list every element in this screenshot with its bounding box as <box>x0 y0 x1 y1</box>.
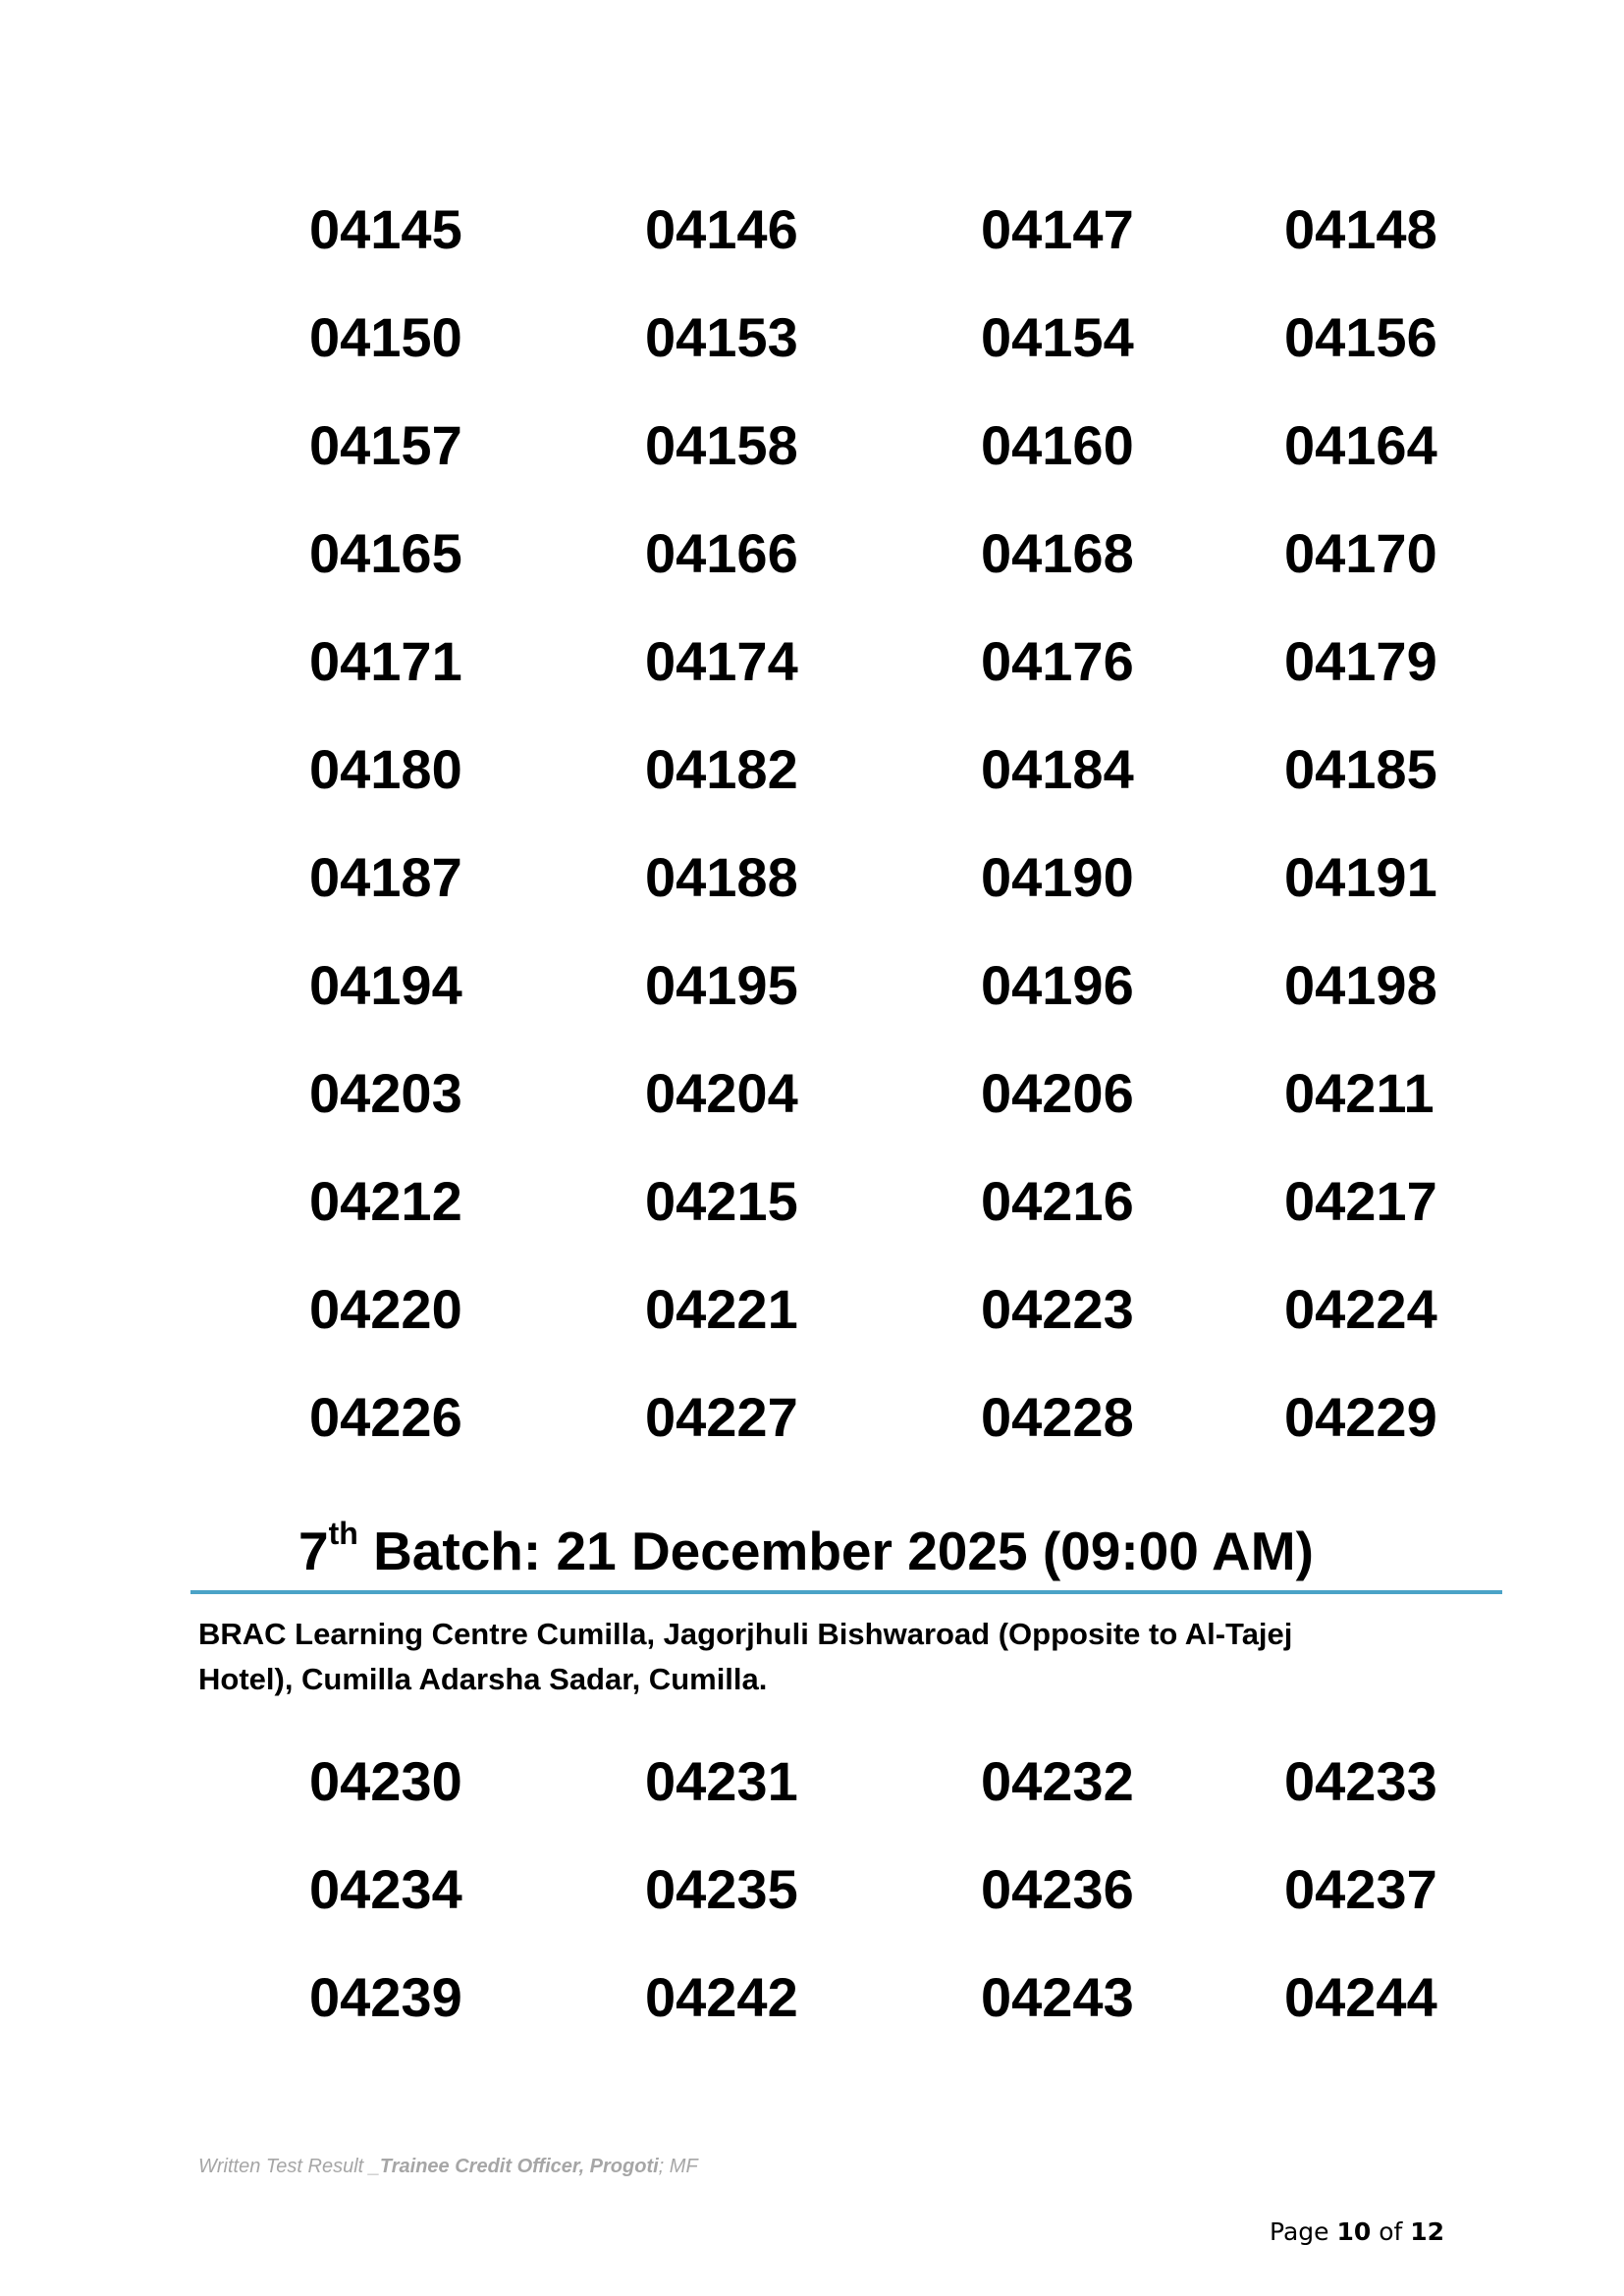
roll-number: 04212 <box>309 1170 462 1232</box>
number-row <box>0 1059 1624 1128</box>
roll-number: 04176 <box>981 630 1134 692</box>
footer-role: Trainee Credit Officer, Progoti <box>379 2156 659 2177</box>
roll-number: 04180 <box>309 738 462 800</box>
page-number <box>1270 2215 1444 2250</box>
batch-heading-text: Batch: 21 December 2025 (09:00 AM) <box>357 1521 1314 1581</box>
number-row <box>0 1855 1624 1924</box>
roll-number: 04234 <box>309 1858 462 1920</box>
roll-number: 04154 <box>981 306 1134 368</box>
number-row <box>0 627 1624 696</box>
number-row <box>0 1963 1624 2032</box>
roll-number: 04185 <box>1284 738 1437 800</box>
number-row <box>0 1747 1624 1816</box>
roll-number: 04179 <box>1284 630 1437 692</box>
roll-number: 04221 <box>645 1278 798 1340</box>
roll-number: 04168 <box>981 522 1134 584</box>
roll-number: 04233 <box>1284 1750 1437 1812</box>
roll-number: 04187 <box>309 846 462 908</box>
roll-number: 04153 <box>645 306 798 368</box>
roll-number: 04239 <box>309 1966 462 2028</box>
roll-number: 04237 <box>1284 1858 1437 1920</box>
number-row <box>0 1383 1624 1452</box>
number-row <box>0 411 1624 480</box>
roll-number: 04157 <box>309 414 462 476</box>
roll-number: 04146 <box>645 198 798 260</box>
roll-number: 04229 <box>1284 1386 1437 1448</box>
roll-number: 04217 <box>1284 1170 1437 1232</box>
roll-number: 04145 <box>309 198 462 260</box>
page-current: 10 <box>1336 2217 1372 2246</box>
roll-number: 04227 <box>645 1386 798 1448</box>
roll-number: 04204 <box>645 1062 798 1124</box>
roll-number: 04228 <box>981 1386 1134 1448</box>
roll-number: 04174 <box>645 630 798 692</box>
number-row <box>0 303 1624 372</box>
roll-number: 04164 <box>1284 414 1437 476</box>
roll-number: 04156 <box>1284 306 1437 368</box>
roll-number: 04198 <box>1284 954 1437 1016</box>
roll-number: 04170 <box>1284 522 1437 584</box>
roll-number: 04147 <box>981 198 1134 260</box>
roll-number: 04216 <box>981 1170 1134 1232</box>
roll-number: 04191 <box>1284 846 1437 908</box>
number-row <box>0 951 1624 1020</box>
roll-number: 04224 <box>1284 1278 1437 1340</box>
roll-number: 04215 <box>645 1170 798 1232</box>
page-of: of <box>1371 2217 1411 2246</box>
roll-number: 04194 <box>309 954 462 1016</box>
number-row <box>0 195 1624 264</box>
roll-number: 04243 <box>981 1966 1134 2028</box>
roll-number: 04231 <box>645 1750 798 1812</box>
roll-number: 04160 <box>981 414 1134 476</box>
roll-number: 04166 <box>645 522 798 584</box>
roll-number: 04232 <box>981 1750 1134 1812</box>
roll-number: 04211 <box>1284 1062 1435 1124</box>
roll-number: 04220 <box>309 1278 462 1340</box>
page-label: Page <box>1270 2217 1337 2246</box>
roll-number: 04195 <box>645 954 798 1016</box>
roll-number: 04188 <box>645 846 798 908</box>
roll-number: 04235 <box>645 1858 798 1920</box>
roll-number: 04165 <box>309 522 462 584</box>
venue-line-2: Hotel), Cumilla Adarsha Sadar, Cumilla. <box>198 1662 768 1696</box>
footer-prefix: Written Test Result _ <box>198 2156 380 2177</box>
roll-number: 04190 <box>981 846 1134 908</box>
footer-suffix: ; MF <box>658 2156 698 2177</box>
roll-number: 04203 <box>309 1062 462 1124</box>
number-row <box>0 519 1624 588</box>
roll-number: 04148 <box>1284 198 1437 260</box>
roll-number: 04182 <box>645 738 798 800</box>
roll-number: 04236 <box>981 1858 1134 1920</box>
number-row <box>0 843 1624 912</box>
number-row <box>0 735 1624 804</box>
roll-number: 04158 <box>645 414 798 476</box>
roll-number: 04244 <box>1284 1966 1437 2028</box>
batch-ordinal-suffix: th <box>328 1516 358 1551</box>
roll-number: 04150 <box>309 306 462 368</box>
number-row <box>0 1167 1624 1236</box>
roll-number: 04171 <box>309 630 462 692</box>
roll-number: 04223 <box>981 1278 1134 1340</box>
number-row <box>0 1275 1624 1344</box>
roll-number: 04226 <box>309 1386 462 1448</box>
batch-number: 7 <box>298 1521 329 1581</box>
roll-number: 04206 <box>981 1062 1134 1124</box>
page-total: 12 <box>1410 2217 1445 2246</box>
batch-divider <box>190 1590 1502 1594</box>
batch-heading <box>298 1512 1314 1590</box>
roll-number: 04230 <box>309 1750 462 1812</box>
footer-document-title <box>198 2156 698 2178</box>
roll-number: 04242 <box>645 1966 798 2028</box>
venue-line-1: BRAC Learning Centre Cumilla, Jagorjhuli Bishwaroad (Opposite to Al-Tajej <box>198 1617 1293 1651</box>
venue-address <box>198 1612 1435 1702</box>
roll-number: 04196 <box>981 954 1134 1016</box>
roll-number: 04184 <box>981 738 1134 800</box>
